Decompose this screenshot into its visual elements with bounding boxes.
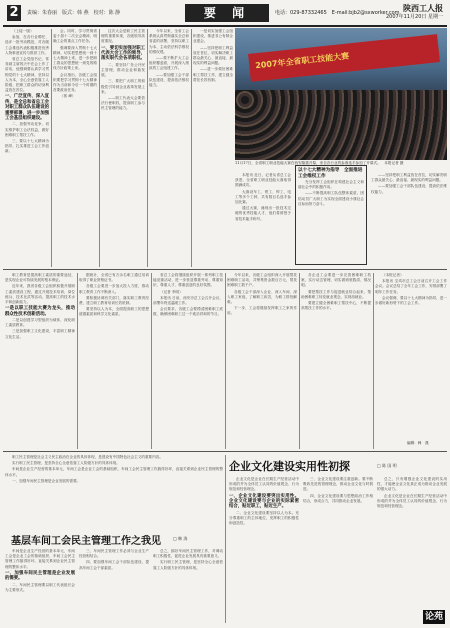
paragraph: 要建立健全困难职工帮扶中心，不断提高帮扶工作的水平。 [301, 301, 371, 311]
column-rule [147, 29, 148, 267]
column-rule [191, 29, 192, 267]
paragraph: 三、车间民主管理工作必须与企业生产经营相结合。 [79, 549, 149, 559]
subhead: 一、要切实加强对职工代表大会工作的领导，落实职代会各项职权。 [101, 45, 145, 62]
masthead [3, 3, 447, 27]
paragraph: ——进一步做好困难职工帮扶工作，建立健全帮扶长效机制。 [193, 67, 233, 82]
paper-name-text: 陕西工人报 [403, 3, 443, 13]
photo-caption: 11月17日，全省职工职业技能大赛在西安隆重开幕，来自各行业的参赛选手参加了开幕式。 本报记者 摄 [235, 161, 404, 165]
event-photo [235, 28, 447, 160]
paragraph: 二、车间民主管理要以职工代表组长会为主要形式。 [5, 582, 75, 592]
paragraph: 会议指出，各级工会组织要把学习贯彻十七大精神作为当前和今后一个时期的首要政治任务。 [53, 72, 97, 93]
paragraph: ——要不断扩大工会组织覆盖面，开展深入细致的工会组建工作。 [149, 56, 189, 71]
paragraph: 总之，搞好车间民主管理工作，对调动职工积极性，促进企业发展具有重要意义。 [153, 549, 223, 559]
article-column [227, 273, 297, 449]
paragraph: （郭 峰） [60, 94, 76, 99]
section-rule [3, 269, 447, 270]
paragraph: ——坚持把职工利益放在首位，切实解决职工群众最关心、最直接、最现实的利益问题。 [371, 173, 447, 183]
paragraph: 参加，在各行业聘任、选评一批劳动模范，对各级工会推选代表积极推进优秀人物事迹宣传与推荐工作。 [5, 35, 49, 55]
subhead: 一、广泛宣传、深入宣传，是全总和省总工会对职工群众队伍建设的重要部署，进一步加强工会基层组织建设。 [5, 94, 49, 122]
article-column [371, 173, 447, 267]
paragraph: （记者 李明） [160, 289, 183, 294]
section-name: 要 闻 [185, 4, 269, 22]
paragraph: 实行职工民主管理，是坚持全心全意依靠工人阶级方针的具体体现。 [153, 560, 223, 570]
paragraph: 省总工会将继续组织开展一系列职工技能竞赛活动，进一步营造尊重劳动、尊重知识、尊重人才、尊重创造的良好氛围。 [153, 273, 223, 288]
paragraph: 三、企业文化建设要注重创新。要不断吸收先进的管理理念，推动企业文化与时俱进。 [303, 477, 373, 492]
section-rule [3, 451, 447, 452]
photo-crowd [235, 90, 447, 160]
paragraph: 各级工会干部深入企业、深入车间、深入职工家庭，了解职工疾苦，为职工排忧解难。 [227, 289, 297, 305]
paragraph: ——不断提高职工队伍整体素质，团结动员广大职工为实现全面建设小康社会目标而努力奋斗。 [298, 191, 364, 206]
paragraph: 车间是企业生产经营的基本单元，车间工会是企业工会的基础组织，车间工会民主管理工作搞得好坏，直接关系到企业民主管理的整体水平。 [5, 549, 75, 569]
paragraph: 会。同时，学习贯彻省委十届十二次全会精神，明确工会的重点工作任务。 [53, 29, 97, 44]
article-column [153, 549, 223, 623]
paragraph: 二、要坚持厂务公开民主管理，推动企业和谐发展。 [101, 62, 145, 78]
paragraph: 企业文化是企业在长期生产经营活动中形成的并为全体员工认同的价值观念、行为规范和经营理念。 [229, 477, 299, 492]
paragraph: 会议强调，要以十七大精神为指导，进一步做好新形势下的工会工作。 [375, 295, 447, 306]
paragraph: 大赛设车工、钳工、焊工、电工等多个工种，共有数百名选手参加比赛。 [235, 189, 291, 205]
paragraph: 下一步，工会将继续发挥职工之家的作用。 [227, 306, 297, 316]
paper-date: 2007年11月20日 星期一 [385, 14, 443, 20]
paragraph: 要把帮扶工作与促进就业结合起来，帮助困难职工转变就业观念，实现再就业。 [301, 289, 371, 299]
boxed-article-body [298, 180, 364, 207]
article-column [101, 29, 145, 267]
column-rule [225, 273, 226, 449]
article-column [229, 477, 299, 623]
article-column [375, 273, 447, 439]
paragraph: 充分发挥工会组织在构建社会主义和谐社会中的积极作用。 [298, 180, 364, 190]
paragraph: 三、要把广大职工的积极性引导到企业改革发展上来。 [101, 79, 145, 94]
column-rule [299, 273, 300, 449]
paragraph: 本报讯 日前，西安市总工会召开会议，部署年终送温暖工作。 [153, 295, 223, 306]
article-headline: 基层车间工会民主管理工作之我见 [11, 536, 161, 547]
contact-line: 电话：029-87332465 E-mail:bjb2@sxworker.com [275, 10, 400, 16]
subhead: 一、加强车间民主管理是企业发展的需要。 [5, 570, 75, 582]
paragraph: 三是加强职工文化建设，丰富职工精神文化生活。 [5, 329, 75, 339]
paragraph: 近年来，我省各级工会组织积极开展职工素质建设工程，通过开展技术培训、岗位练兵、技术比武等活动，提高职工的技术水平和创新能力。 [5, 284, 75, 305]
subhead: 一是以职工技能大赛为龙头，推动群众性技术创新活动。 [5, 306, 75, 317]
paragraph: 据统计，全省已有万余名职工通过培训取得了职业资格证书。 [79, 273, 149, 283]
subhead: 一、企业文化建设要突出实用性。企业文化建设要与企业的实际紧密结合，贴近职工，贴近生产。 [229, 493, 299, 510]
editors-line: 责编：朱春丽 版式：韩 燕 校对：陈 静 [27, 10, 121, 16]
editor-note: 编辑：韩 燕 [407, 441, 429, 445]
article-column [53, 29, 97, 267]
article-column [235, 173, 291, 267]
paragraph: 二是以创建学习型组织为载体，深化职工素质教育。 [5, 318, 75, 328]
article-column [79, 549, 149, 623]
column-rule [77, 273, 78, 449]
column-rule [151, 273, 152, 449]
paragraph: 今年以来，全省工会系统认真贯彻落实全总和省委的部署，坚持以职工为本、主动依法科学维权的维权观。 [149, 29, 189, 54]
paragraph: ——职工代表大会要依法行使职权，提高职工参与民主管理的能力。 [101, 96, 145, 111]
paragraph: ——要加强工会干部队伍建设，提高依法维权能力。 [149, 72, 189, 88]
paragraph: 这次大会是职工民主管理的重要体现，各级领导高度重视。 [101, 29, 145, 44]
paragraph: ——坚持把职工利益放在首位，切实解决职工群众最关心、最直接、最现实的利益问题。 [193, 45, 233, 66]
column-rule [99, 29, 100, 267]
article-byline: □ 韩 涛 [173, 536, 188, 541]
paragraph: 三、要以十七大精神为指导，扎实推进工会工作创新。 [5, 139, 49, 154]
article-column [377, 477, 447, 607]
paragraph: 职工教育是提高职工素质的重要途径，是实现企业可持续发展的根本保证。 [5, 273, 75, 283]
paragraph: 实行职工民主管理，是坚持全心全意依靠工人阶级方针的具体体现。 [12, 461, 120, 466]
page-number: 2 [7, 5, 21, 21]
paragraph: 各级工会要进一步加大投入力度，推动职工教育工作不断深入。 [79, 284, 149, 294]
paragraph: 本报讯 近日，记者从省总工会获悉，全省职工职业技能大赛取得圆满成功。 [235, 173, 291, 188]
column-rule [225, 455, 226, 623]
paragraph: 今年以来，各级工会组织深入开展帮扶困难职工活动，共筹集资金数百万元，帮扶困难职工数千户。 [227, 273, 297, 288]
paragraph: 四、要加强车间工会干部队伍建设，提高车间工会干部素质。 [79, 560, 149, 570]
article-column [5, 29, 49, 267]
photo-banner [248, 34, 440, 82]
article-column [79, 273, 149, 449]
paragraph: 要坚持以人为本，全面提高职工的思想道德素质和科学文化素质。 [79, 307, 149, 317]
paragraph: （本报记者） [382, 273, 404, 277]
article-column [5, 549, 75, 623]
banner-text: 2007年全省职工技能大赛 [254, 51, 350, 71]
paragraph: ——要加强工会干部队伍建设，提高依法维权能力。 [371, 184, 447, 194]
paragraph: 企业文化是企业在长期生产经营活动中形成的并为全体员工认同的价值观念、行为规范和经营理念。 [377, 493, 447, 509]
paper-name [386, 4, 443, 22]
paragraph: 会议要求，各级工会要摸清困难职工底数，确保困难职工过一个欢乐祥和的节日。 [153, 307, 223, 317]
paragraph: 强调要深入贯彻十七大精神，切实把思想统一到十七大精神上来，进一步把职工群众的思想统一到党的路线方针政策上来。 [53, 45, 97, 71]
paragraph: 本报讯 宝鸡市总工会日前召开工会工作会议。会议总结了全年工会工作，安排部署了明年工作任务。 [375, 279, 447, 294]
paragraph: 四、企业文化建设要与思想政治工作相结合，形成合力，共同推动企业发展。 [303, 493, 373, 503]
paragraph: （上接一版） [12, 29, 34, 33]
boxed-article [295, 165, 367, 265]
article-column [5, 273, 75, 449]
paragraph: 通过大赛，涌现出一批技术过硬的优秀技能人才，他们将被授予省技术能手称号。 [235, 206, 291, 221]
column-badge: 论苑 [424, 612, 443, 622]
paragraph: 二、企业文化建设要坚持以人为本。充分尊重职工的主体地位，发挥职工的积极性和创造性。 [229, 510, 299, 526]
boxed-article-title: 以十七大精神为指导 全面推进工会维权工作 [298, 168, 363, 179]
paragraph: 车间是企业生产经营的基本单元，车间工会是企业工会的基础组织，车间工会民主管理工作搞得好坏，直接关系到企业民主管理的整体水平。 [5, 467, 223, 477]
paragraph: 要积极协调有关部门，落实职工教育经费，建立职工教育培训长效机制。 [79, 295, 149, 306]
article-column [193, 29, 233, 267]
paragraph: 一是切实加强工会组织建设，推进非公有制企业建会。 [193, 29, 233, 44]
paragraph: 总之，只有增强企业文化建设的实用性，才能使企业文化真正成为推动企业发展的强大动力。 [377, 477, 447, 492]
paragraph: 一、加强车间民主管理是企业发展的需要。 [12, 478, 81, 483]
column-rule [51, 29, 52, 267]
article-column [149, 29, 189, 267]
feature-headline: 企业文化建设实用性初探 [229, 460, 350, 473]
article-column [301, 273, 371, 449]
paragraph: 职工民主管理是社会主义民主政治在企业的具体体现，是建设有中国特色社会主义的重要内容。 [12, 455, 163, 459]
column-rule [373, 273, 374, 449]
paragraph: 二、加强劳动竞争，切实维护职工合法权益，做好困难职工帮扶工作。 [5, 122, 49, 137]
article-column [153, 273, 223, 449]
article-intro [5, 455, 223, 527]
paragraph: 省总工会党组书记、常务副主席郭天中在会上作了讲话，他强调要认真学习贯彻党的十七大精神，坚持以人为本，全心全意依靠工人阶级，把职工群众的切身利益放在首位。 [5, 57, 49, 93]
paragraph: 各企业工会要进一步完善困难职工档案，实行动态管理，切实做到底数清、情况明。 [301, 273, 371, 288]
newspaper-page [3, 3, 447, 625]
article-column [303, 477, 373, 623]
feature-byline: □ 陈 国 明 [377, 463, 397, 468]
